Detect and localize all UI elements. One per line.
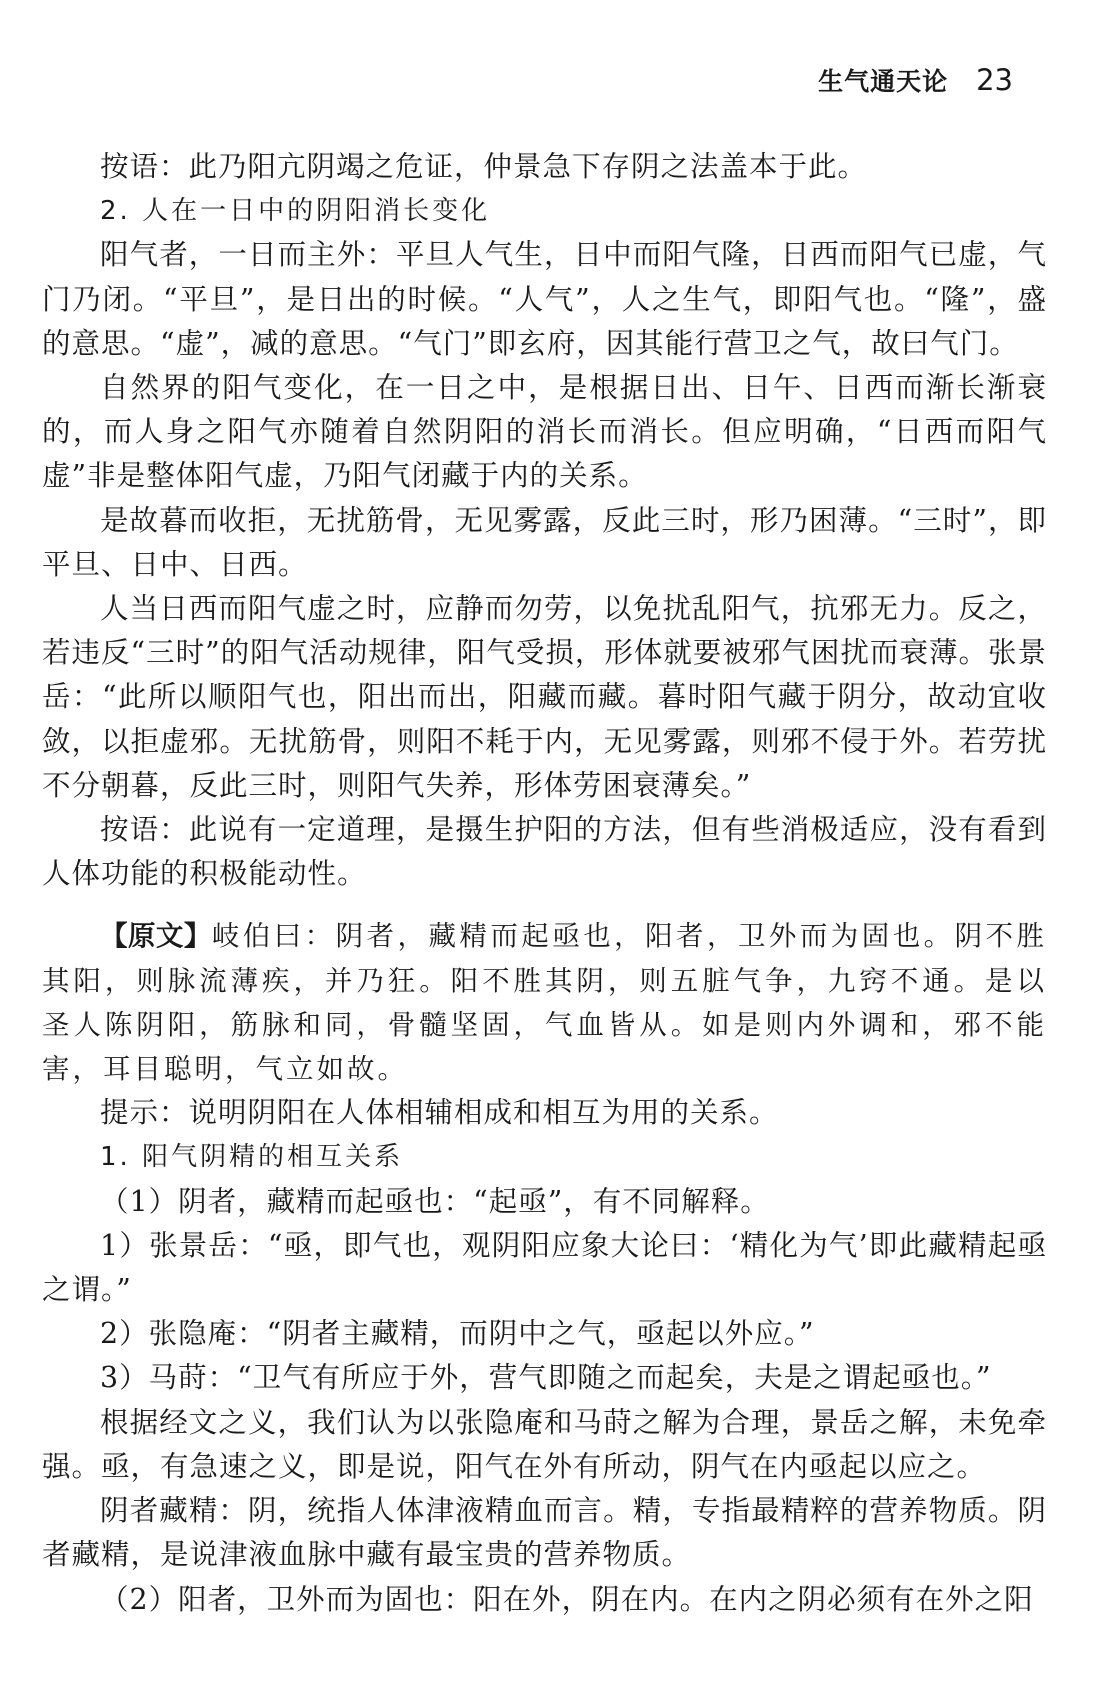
paragraph: 2）张隐庵：“阴者主藏精，而阴中之气，亟起以外应。” — [100, 1317, 815, 1351]
running-header — [818, 62, 1013, 98]
chapter-title: 生气通天论 — [818, 67, 949, 96]
paragraph: 阴者藏精：阴，统指人体津液精血而言。精，专指最精粹的营养物质。阴者藏精，是说津液血脉中藏有最宝贵的营养物质。 — [42, 1494, 1047, 1572]
original-text-paragraph — [42, 914, 1047, 1091]
paragraph: 根据经文之义，我们认为以张隐庵和马莳之解为合理，景岳之解，未免牵强。亟，有急速之义，即是说，阳气在外有所动，阴气在内亟起以应之。 — [42, 1405, 1047, 1483]
section-heading: 2. 人在一日中的阴阳消长变化 — [100, 196, 491, 227]
page-number: 23 — [976, 63, 1013, 97]
paragraph: 按语：此说有一定道理，是摄生护阳的方法，但有些消极适应，没有看到人体功能的积极能动性。 — [42, 813, 1047, 891]
paragraph: 3）马莳：“卫气有所应于外，营气即随之而起矣，夫是之谓起亟也。” — [100, 1361, 992, 1395]
paragraph: 按语：此乃阳亢阴竭之危证，仲景急下存阴之法盖本于此。 — [100, 150, 868, 183]
section-heading: 1. 阳气阴精的相互关系 — [100, 1142, 404, 1173]
spacer — [42, 896, 1047, 914]
paragraph: 是故暮而收拒，无扰筋骨，无见雾露，反此三时，形乃困薄。“三时”，即平旦、日中、日西。 — [42, 503, 1047, 581]
paragraph: 阳气者，一日而主外：平旦人气生，日中而阳气隆，日西而阳气已虚，气门乃闭。“平旦”，是日出的时候。“人气”，人之生气，即阳气也。“隆”，盛的意思。“虚”，减的意思。“气门”即玄府，因其能行营卫之气，故曰气门。 — [42, 238, 1047, 360]
paragraph: 人当日西而阳气虚之时，应静而勿劳，以免扰乱阳气，抗邪无力。反之，若违反“三时”的阳气活动规律，阳气受损，形体就要被邪气困扰而衰薄。张景岳：“此所以顺阳气也，阳出而出，阳藏而藏。暮时阳气藏于阴分，故动宜收敛，以拒虚邪。无扰筋骨，则阳不耗于内，无见雾露，则邪不侵于外。若劳扰不分朝暮，反此三时，则阳气失养，形体劳困衰薄矣。” — [42, 592, 1047, 802]
paragraph: 提示：说明阴阳在人体相辅相成和相互为用的关系。 — [100, 1096, 779, 1130]
paragraph: 1）张景岳：“亟，即气也，观阴阳应象大论曰：‘精化为气’即此藏精起亟之谓。” — [42, 1228, 1047, 1307]
paragraph: （2）阳者，卫外而为固也：阳在外，阴在内。在内之阴必须有在外之阳 — [100, 1582, 1034, 1616]
page-body — [42, 145, 1047, 1622]
paragraph: 自然界的阳气变化，在一日之中，是根据日出、日午、日西而渐长渐衰的，而人身之阳气亦随着自然阴阳的消长而消长。但应明确，“日西而阳气虚”非是整体阳气虚，乃阳气闭藏于内的关系。 — [42, 371, 1047, 493]
original-text: 岐伯曰：阴者，藏精而起亟也，阳者，卫外而为固也。阴不胜其阳，则脉流薄疾，并乃狂。阳不胜其阴，则五脏气争，九窍不通。是以圣人陈阴阳，筋脉和同，骨髓坚固，气血皆从。如是则内外调和，邪不能害，耳目聪明，气立如故。 — [42, 920, 1048, 1086]
original-text-tag: 【原文】 — [100, 920, 212, 953]
paragraph: （1）阴者，藏精而起亟也：“起亟”，有不同解释。 — [100, 1184, 770, 1218]
